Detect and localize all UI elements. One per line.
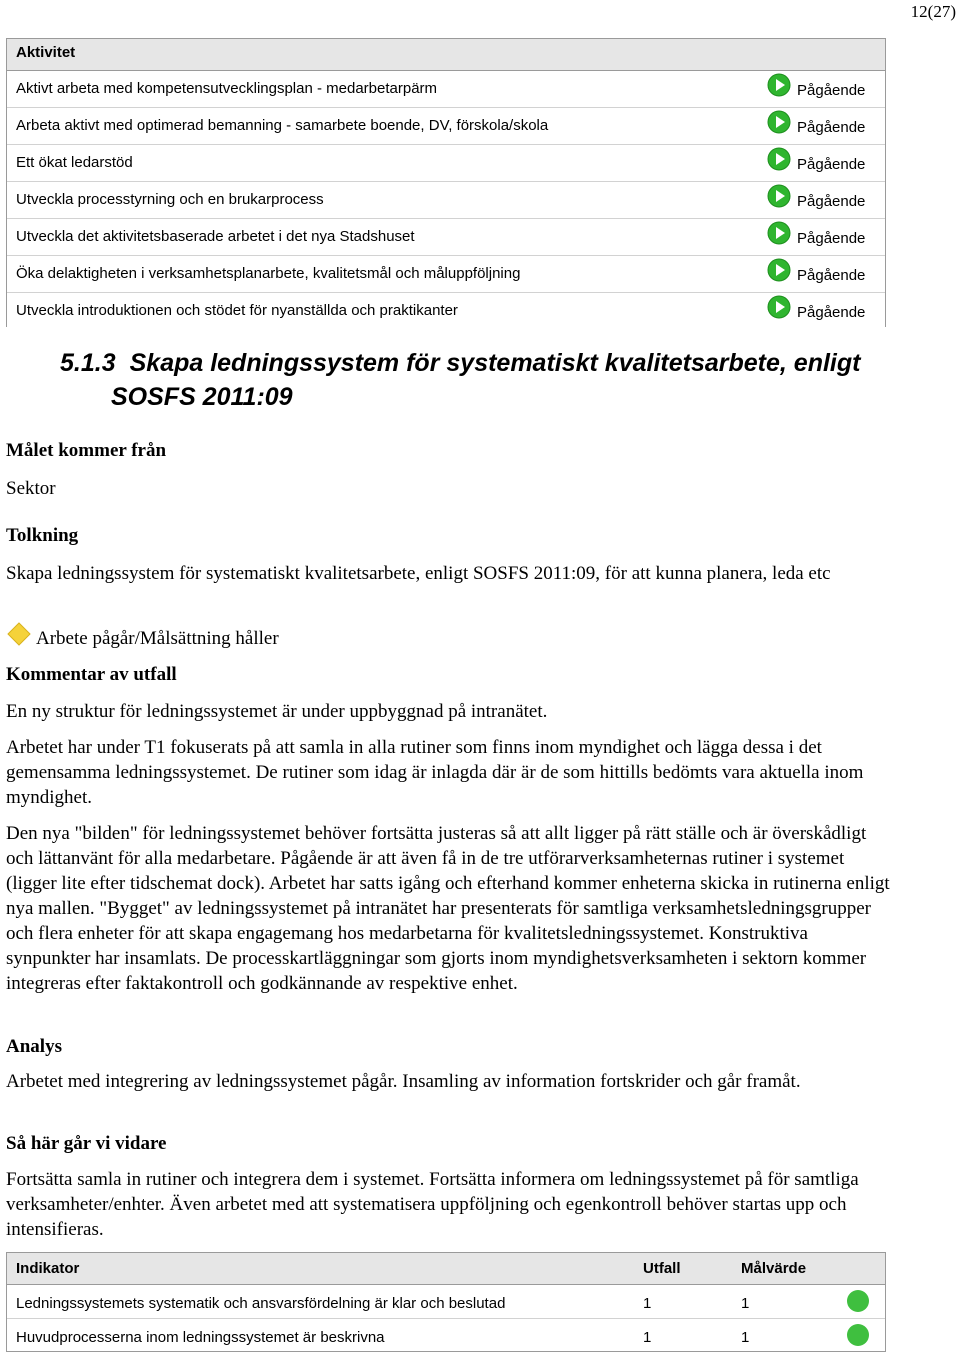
indicator-header: Indikator: [16, 1260, 80, 1277]
indicator-outcome: 1: [643, 1329, 652, 1346]
activity-row: [7, 256, 885, 293]
activity-row: [7, 145, 885, 182]
next-steps-heading: Så här går vi vidare: [6, 1133, 167, 1154]
activity-status: [767, 258, 866, 284]
indicator-table: [6, 1252, 886, 1352]
activity-status: [767, 184, 866, 210]
play-status-icon: [767, 295, 791, 319]
indicator-outcome: 1: [643, 1295, 652, 1312]
status-dot-icon: [847, 1324, 869, 1346]
target-header: Målvärde: [741, 1260, 807, 1277]
interpretation-text: Skapa ledningssystem för systematiskt kvalitetsarbete, enligt SOSFS 2011:09, för att kunna planera, leda etc: [6, 563, 831, 584]
play-status-icon: [767, 73, 791, 97]
activity-status: [767, 221, 866, 247]
activity-name: Öka delaktigheten i verksamhetsplanarbete, kvalitetsmål och måluppföljning: [16, 265, 521, 282]
activity-status: [767, 295, 866, 321]
activity-status-text: Pågående: [797, 267, 866, 284]
activity-status: [767, 110, 866, 136]
activity-name: Arbeta aktivt med optimerad bemanning - samarbete boende, DV, förskola/skola: [16, 117, 549, 134]
activity-status-text: Pågående: [797, 119, 866, 136]
status-dot-icon: [847, 1290, 869, 1312]
interpretation-heading: Tolkning: [6, 525, 79, 546]
activity-row: [7, 219, 885, 256]
activity-name: Ett ökat ledarstöd: [16, 154, 133, 171]
activity-name: Aktivt arbeta med kompetensutvecklingsplan - medarbetarpärm: [16, 80, 438, 97]
section-heading: [60, 346, 900, 414]
analysis-text: Arbetet med integrering av ledningssystemet pågår. Insamling av information fortskrider och går framåt.: [6, 1071, 801, 1092]
indicator-target: 1: [741, 1329, 750, 1346]
activity-row: [7, 182, 885, 219]
play-status-icon: [767, 147, 791, 171]
indicator-name: Ledningssystemets systematik och ansvarsfördelning är klar och beslutad: [16, 1295, 506, 1312]
play-status-icon: [767, 221, 791, 245]
section-number: 5.1.3: [60, 349, 116, 377]
play-status-icon: [767, 110, 791, 134]
activity-name: Utveckla det aktivitetsbaserade arbetet i det nya Stadshuset: [16, 228, 415, 245]
goal-status-diamond-icon: [7, 622, 31, 646]
indicator-name: Huvudprocesserna inom ledningssystemet är beskrivna: [16, 1329, 385, 1346]
comment-paragraph-3: Den nya "bilden" för ledningssystemet behöver fortsätta justeras så att allt ligger på rätt ställe och är överskådligt och lättanvänt för alla medarbetare. Pågående är att även få in de tre utförarverksamheternas rutiner i systemet (ligger lite efter tidschemat dock). Arbetet har satts igång och efterhand kommer enheterna skicka in rutinerna enligt nya mallen. "Bygget" av ledningssystemet på intranätet har presenterats för samtliga verksamhetsledningsgrupper och flera enheter för att skapa engagemang hos medarbetarna för kvalitetsledningssystemet. Konstruktiva synpunkter har insamlats. De processkartläggningar som gjorts inom myndighetsverksamheten i sektorn kommer integreras efter faktakontroll och godkännande av respektive enhet.: [6, 823, 890, 994]
play-status-icon: [767, 258, 791, 282]
activity-table-header: Aktivitet: [7, 39, 885, 71]
origin-heading: Målet kommer från: [6, 440, 167, 461]
activity-status-text: Pågående: [797, 230, 866, 247]
activity-status: [767, 73, 866, 99]
section-title-line1: Skapa ledningssystem för systematiskt kvalitetsarbete, enligt: [129, 349, 861, 377]
activity-status-text: Pågående: [797, 156, 866, 173]
activity-status-text: Pågående: [797, 82, 866, 99]
indicator-row: [7, 1319, 885, 1351]
activity-status: [767, 147, 866, 173]
activity-name: Utveckla introduktionen och stödet för nyanställda och praktikanter: [16, 302, 458, 319]
indicator-row: [7, 1285, 885, 1319]
comment-heading: Kommentar av utfall: [6, 664, 177, 685]
comment-paragraph-2: Arbetet har under T1 fokuserats på att samla in alla rutiner som finns inom myndighet och lägga dessa i det gemensamma ledningssystemet. De rutiner som idag är inlagda där är de som hittills bedömts vara aktuella inom myndighet.: [6, 737, 864, 808]
activity-row: [7, 71, 885, 108]
page-number: 12(27): [910, 2, 956, 21]
activity-name: Utveckla processtyrning och en brukarprocess: [16, 191, 324, 208]
play-status-icon: [767, 184, 791, 208]
analysis-heading: Analys: [6, 1036, 62, 1057]
activity-table: [6, 38, 886, 327]
activity-status-text: Pågående: [797, 304, 866, 321]
comment-paragraph-1: En ny struktur för ledningssystemet är under uppbyggnad på intranätet.: [6, 701, 548, 722]
activity-status-text: Pågående: [797, 193, 866, 210]
activity-row: [7, 293, 885, 327]
indicator-target: 1: [741, 1295, 750, 1312]
indicator-table-header: [7, 1253, 885, 1285]
goal-status-text: Arbete pågår/Målsättning håller: [36, 628, 279, 649]
origin-value: Sektor: [6, 478, 56, 499]
activity-row: [7, 108, 885, 145]
section-title-line2: SOSFS 2011:09: [111, 383, 293, 411]
next-steps-text: Fortsätta samla in rutiner och integrera dem i systemet. Fortsätta informera om ledningssystemet på för samtliga verksamheter/enhter. Även arbetet med att systematisera uppföljning och egenkontroll behöver startas upp och intensifieras.: [6, 1169, 859, 1240]
outcome-header: Utfall: [643, 1260, 681, 1277]
